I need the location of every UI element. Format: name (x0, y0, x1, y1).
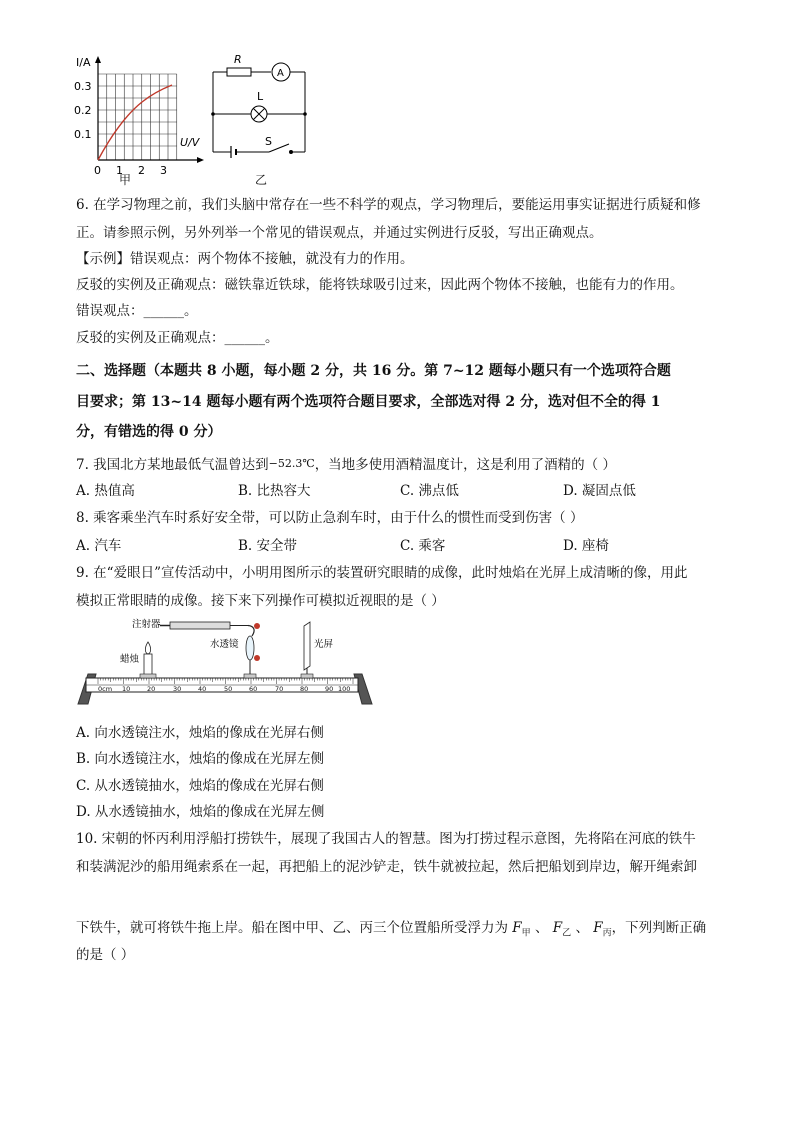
water-lens-label: 水透镜 (210, 639, 239, 650)
ammeter-label: A (277, 68, 284, 79)
ruler-tick-100: 100 (338, 685, 351, 693)
q9-option-a: A. 向水透镜注水，烛焰的像成在光屏右侧 (76, 725, 324, 741)
force-yi-sub: 乙 (562, 928, 572, 939)
q9-option-c: C. 从水透镜抽水，烛焰的像成在光屏右侧 (76, 778, 324, 794)
switch-label: S (265, 135, 272, 148)
q7-option-b: B. 比热容大 (238, 483, 311, 499)
figure-yi-caption: 乙 (255, 173, 268, 187)
force-bing: F (593, 920, 603, 936)
q7-stem-b: ，当地多使用酒精温度计，这是利用了酒精的（ ） (314, 457, 616, 473)
y-axis-label: I/A (76, 56, 91, 69)
q10-line3 (76, 919, 706, 943)
q8-option-a: A. 汽车 (76, 538, 122, 554)
q10-sep1: 、 (534, 920, 549, 936)
x-axis-label: U/V (180, 136, 200, 149)
q7-temp: −52.3℃ (268, 457, 315, 470)
section2-heading-line1: 二、选择题（本题共 8 小题，每小题 2 分，共 16 分。第 7~12 题每小题只有一个选项符合题 (76, 363, 671, 379)
y-tick-0.3: 0.3 (74, 80, 92, 93)
q6-wrong-view: 错误观点：______。 (76, 303, 198, 319)
q10-line2: 和装满泥沙的船用绳索系在一起，再把船上的泥沙铲走，铁牛就被拉起，然后把船划到岸边，解开绳索卸 (76, 859, 697, 875)
force-jia-sub: 甲 (521, 928, 531, 939)
ruler-tick-0: 0cm (98, 685, 113, 693)
figure-jia-caption: 甲 (119, 173, 132, 187)
q7-option-d: D. 凝固点低 (563, 483, 636, 499)
light-screen (301, 622, 313, 678)
ruler-tick-50: 50 (224, 685, 233, 693)
iu-graph (72, 52, 212, 187)
section2-heading-line3: 分，有错选的得 0 分） (76, 424, 222, 440)
switch (269, 144, 289, 152)
force-jia: F (512, 920, 522, 936)
q9-line2: 模拟正常眼睛的成像。接下来下列操作可模拟近视眼的是（ ） (76, 593, 445, 609)
q7-option-c: C. 沸点低 (400, 483, 459, 499)
ruler-tick-60: 60 (249, 685, 258, 693)
ruler-tick-80: 80 (300, 685, 309, 693)
q7-option-a: A. 热值高 (76, 483, 135, 499)
ruler-tick-10: 10 (122, 685, 131, 693)
q7-stem (76, 455, 616, 474)
q9-figure (70, 612, 380, 712)
ruler-tick-40: 40 (198, 685, 207, 693)
q6-example: 【示例】错误观点：两个物体不接触，就没有力的作用。 (76, 251, 414, 267)
ruler-tick-90: 90 (325, 685, 334, 693)
q10-sep2: 、 (575, 920, 589, 936)
q6-line2: 正。请参照示例，另外列举一个常见的错误观点，并通过实例进行反驳，写出正确观点。 (76, 225, 603, 241)
q10-line4: 的是（ ） (76, 947, 135, 963)
q8-option-c: C. 乘客 (400, 538, 446, 554)
resistor (227, 68, 251, 76)
force-bing-sub: 丙 (602, 928, 612, 939)
q8-option-b: B. 安全带 (238, 538, 298, 554)
section2-heading-line2: 目要求；第 13~14 题每小题有两个选项符合题目要求，全部选对得 2 分，选对但不全的得 1 (76, 394, 661, 410)
q6-rebuttal: 反驳的实例及正确观点：______。 (76, 330, 279, 346)
q8-option-d: D. 座椅 (563, 538, 609, 554)
figure-jia (72, 52, 212, 187)
q9-option-b: B. 向水透镜注水，烛焰的像成在光屏左侧 (76, 751, 325, 767)
ruler-tick-20: 20 (147, 685, 156, 693)
ruler-tick-30: 30 (173, 685, 182, 693)
q6-example-rebuttal: 反驳的实例及正确观点：磁铁靠近铁球，能将铁球吸引过来，因此两个物体不接触，也能有力的作用。 (76, 277, 684, 293)
screen-label: 光屏 (314, 639, 334, 650)
q10-line3-b: ，下列判断正确 (611, 920, 707, 936)
q6-line1: 6. 在学习物理之前，我们头脑中常存在一些不科学的观点，学习物理后，要能运用事实证据进行质疑和修 (76, 197, 701, 213)
force-yi: F (552, 920, 563, 936)
q10-line1: 10. 宋朝的怀丙利用浮船打捞铁牛，展现了我国古人的智慧。图为打捞过程示意图，先将陷在河底的铁牛 (76, 831, 696, 847)
q9-line1: 9. 在“爱眼日”宣传活动中，小明用图所示的装置研究眼睛的成像，此时烛焰在光屏上成清晰的像，用此 (76, 565, 688, 581)
iu-curve (98, 85, 172, 160)
candle-label: 蜡烛 (120, 654, 140, 665)
water-lens (244, 623, 260, 678)
syringe-label: 注射器 (132, 619, 161, 630)
resistor-label: R (234, 53, 242, 66)
figure-yi (205, 50, 315, 170)
x-tick-2: 2 (138, 164, 145, 177)
q9-option-d: D. 从水透镜抽水，烛焰的像成在光屏左侧 (76, 804, 325, 820)
syringe (160, 622, 254, 636)
y-tick-0.1: 0.1 (74, 128, 92, 141)
x-tick-1: 1 (116, 164, 123, 177)
q10-line3-a: 下铁牛，就可将铁牛拖上岸。船在图中甲、乙、丙三个位置船所受浮力为 (76, 920, 508, 936)
circuit-diagram (205, 50, 315, 170)
candle (140, 642, 156, 678)
y-tick-0.2: 0.2 (74, 104, 92, 117)
x-tick-0: 0 (94, 164, 101, 177)
optical-bench (70, 612, 380, 712)
ruler-tick-70: 70 (275, 685, 284, 693)
q7-stem-a: 7. 我国北方某地最低气温曾达到 (76, 457, 269, 473)
x-tick-3: 3 (160, 164, 167, 177)
lamp-label: L (257, 90, 264, 103)
q8-stem: 8. 乘客乘坐汽车时系好安全带，可以防止急刹车时，由于什么的惯性而受到伤害（ ） (76, 510, 584, 526)
